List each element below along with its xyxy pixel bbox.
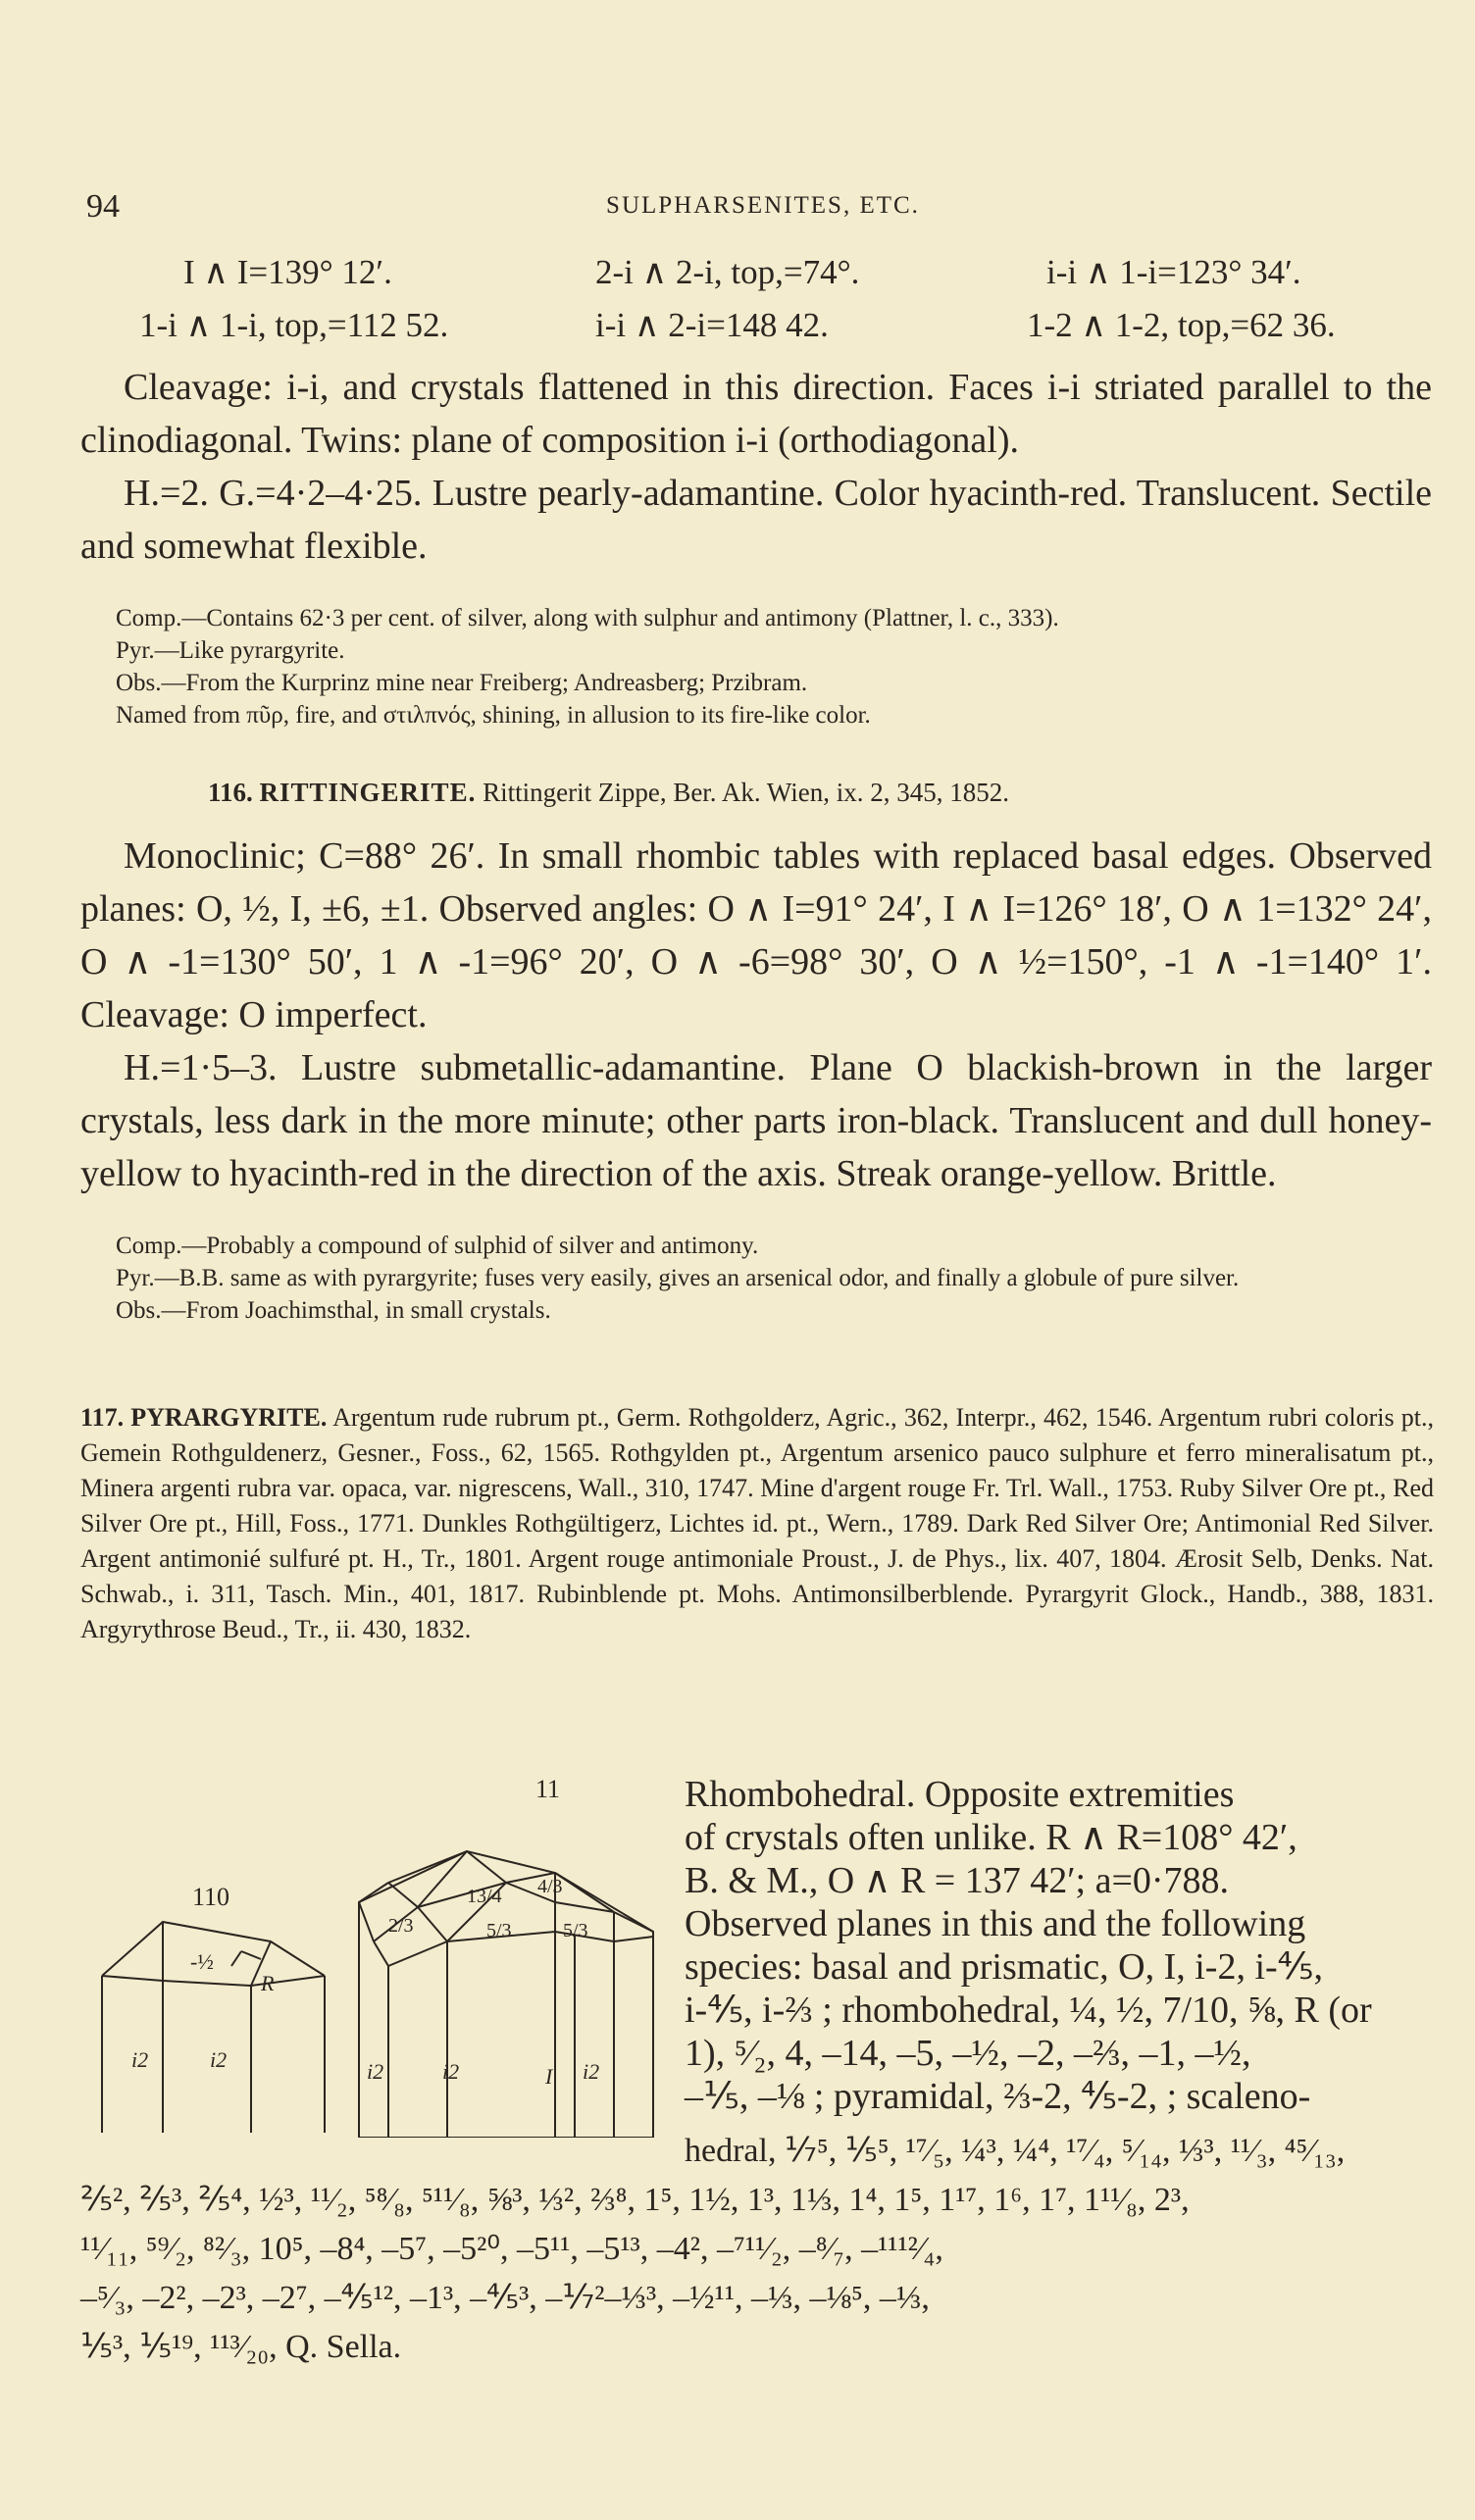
angle-row-2: [80, 306, 1434, 349]
paragraph: H.=2. G.=4·2–4·25. Lustre pearly-adamantine. Color hyacinth-red. Translucent. Sectile and somewhat flexible.: [80, 473, 1432, 567]
crystal-figure-111: [359, 1851, 653, 2138]
description-line: Observed planes in this and the following: [685, 1903, 1306, 1944]
face-label: I: [545, 2064, 553, 2089]
description-line: B. & M., O ∧ R = 137 42′; a=0·788.: [685, 1860, 1230, 1901]
pyr-note: Pyr.—B.B. same as with pyrargyrite; fuses very easily, gives an arsenical odor, and finally a globule of pure silver.: [116, 1265, 1240, 1291]
paragraph: Monoclinic; C=88° 26′. In small rhombic tables with replaced basal edges. Observed planes: O, ½, I, ±6, ±1. Observed angles: O ∧ I=91° 24′, I ∧ I=126° 18′, O ∧ 1=132° 24′, O ∧ -1=130° 50′, 1 ∧ -1=96° 20′, O ∧ -6=98° 30′, O ∧ ½=150°, -1 ∧ -1=140° 1′. Cleavage: O imperfect.: [80, 835, 1432, 1035]
mineral-name: RITTINGERITE.: [259, 778, 477, 807]
crystal-figures: [94, 1814, 663, 2138]
page-number: 94: [86, 188, 120, 225]
page-header: [86, 188, 1440, 227]
angle-value: I ∧ I=139° 12′.: [183, 253, 392, 291]
crystal-description: [685, 1773, 1434, 2118]
angle-value: 1-i ∧ 1-i, top,=112 52.: [139, 306, 449, 344]
section-number: 116.: [208, 778, 253, 807]
description-line: Rhombohedral. Opposite extremities: [685, 1774, 1235, 1815]
face-label: i2: [367, 2059, 384, 2084]
face-label: i2: [210, 2047, 228, 2072]
running-head: SULPHARSENITES, ETC.: [606, 192, 920, 219]
angle-value: 2-i ∧ 2-i, top,=74°.: [595, 253, 860, 291]
face-label: 13/4: [467, 1886, 502, 1907]
angle-value: i-i ∧ 2-i=148 42.: [595, 306, 829, 344]
scalenohedral-line: hedral, ⅐⁵, ⅕⁵, ¹⁷⁄₅, ¼³, ¼⁴, ¹⁷⁄₄, ⁵⁄₁₄, ⅓³, ¹¹⁄₃, ⁴⁵⁄₁₃,: [685, 2133, 1346, 2169]
synonymy-block: [80, 1400, 1434, 1647]
face-label: 5/3: [486, 1920, 512, 1941]
notes-block: [80, 1230, 1434, 1327]
face-label: -½: [190, 1949, 214, 1974]
description-line: of crystals often unlike. R ∧ R=108° 42′,: [685, 1817, 1297, 1858]
figure-number-111: 11: [535, 1775, 561, 1803]
section-number: 117.: [80, 1403, 125, 1432]
angle-value: 1-2 ∧ 1-2, top,=62 36.: [1027, 306, 1336, 344]
obs-note: Obs.—From the Kurprinz mine near Freiberg; Andreasberg; Przibram.: [116, 670, 808, 696]
angle-row-1: [80, 253, 1434, 296]
description-line: –⅕, –⅛ ; pyramidal, ⅔-2, ⅘-2, ; scaleno-: [685, 2076, 1311, 2117]
section-heading-116: [80, 775, 1434, 810]
angle-value: i-i ∧ 1-i=123° 34′.: [1046, 253, 1301, 291]
scalenohedral-line: ¹¹⁄₁₁, ⁵⁹⁄₂, ⁸²⁄₃, 10⁵, –8⁴, –5⁷, –5²⁰, –5¹¹, –5¹³, –4², –⁷¹¹⁄₂, –⁸⁄₇, –¹¹¹²⁄₄,: [80, 2231, 943, 2267]
paragraph: H.=1·5–3. Lustre submetallic-adamantine. Plane O blackish-brown in the larger crystals, less dark in the more minute; other parts iron-black. Translucent and dull honey-yellow to hyacinth-red in the direction of the axis. Streak orange-yellow. Brittle.: [80, 1047, 1432, 1194]
notes-block: [80, 602, 1434, 731]
comp-note: Comp.—Probably a compound of sulphid of silver and antimony.: [116, 1233, 759, 1259]
description-line: 1), ⁵⁄₂, 4, –14, –5, –½, –2, –⅔, –1, –½,: [685, 2033, 1251, 2074]
figure-number-110: 110: [192, 1883, 230, 1911]
face-label: 2/3: [388, 1915, 414, 1937]
scalenohedral-line: ⅕³, ⅕¹⁹, ¹¹³⁄₂₀, Q. Sella.: [80, 2329, 402, 2365]
face-label: i2: [131, 2047, 149, 2072]
face-label: i2: [442, 2059, 460, 2084]
face-label: R: [261, 1971, 275, 1995]
pyr-note: Pyr.—Like pyrargyrite.: [116, 637, 345, 664]
face-label: 4/3: [537, 1876, 563, 1897]
paragraph: Cleavage: i-i, and crystals flattened in this direction. Faces i-i striated parallel to the clinodiagonal. Twins: plane of composition i-i (orthodiagonal).: [80, 367, 1432, 461]
description-block: [80, 361, 1432, 573]
etymology-note: Named from πῦρ, fire, and στιλπνός, shining, in allusion to its fire-like color.: [116, 702, 871, 729]
description-line: species: basal and prismatic, O, I, i-2, i-⅘,: [685, 1946, 1323, 1988]
comp-note: Comp.—Contains 62·3 per cent. of silver, along with sulphur and antimony (Plattner, l. c., 333).: [116, 605, 1059, 631]
obs-note: Obs.—From Joachimsthal, in small crystals.: [116, 1297, 551, 1324]
description-block: [80, 830, 1432, 1200]
scalenohedral-line: ⅖², ⅖³, ⅖⁴, ½³, ¹¹⁄₂, ⁵⁸⁄₈, ⁵¹¹⁄₈, ⅝³, ⅓², ⅔⁸, 1⁵, 1½, 1³, 1⅓, 1⁴, 1⁵, 1¹⁷, 1⁶, 1⁷, 1¹¹⁄₈, 2³,: [80, 2182, 1190, 2218]
mineral-name: PYRARGYRITE.: [130, 1403, 328, 1432]
face-label: 5/3: [563, 1920, 588, 1941]
scalenohedral-line: –⁵⁄₃, –2², –2³, –2⁷, –⅘¹², –1³, –⅘³, –⅐²–⅓³, –½¹¹, –⅓, –⅛⁵, –⅓,: [80, 2280, 930, 2316]
description-line: i-⅘, i-⅔ ; rhombohedral, ¼, ½, 7/10, ⅝, R (or: [685, 1990, 1372, 2031]
reference: Rittingerit Zippe, Ber. Ak. Wien, ix. 2, 345, 1852.: [483, 778, 1009, 807]
synonymy-text: Argentum rude rubrum pt., Germ. Rothgolderz, Agric., 362, Interpr., 462, 1546. Argentum rubri coloris pt., Gemein Rothguldenerz, Gesner., Foss., 62, 1565. Rothgylden pt., Argentum arsenico pauco sulphure et ferro mineralisatum pt., Minera argenti rubra var. opaca, var. nigrescens, Wall., 310, 1747. Mine d'argent rouge Fr. Trl. Wall., 1753. Ruby Silver Ore pt., Red Silver Ore pt., Hill, Foss., 1771. Dunkles Rothgültigerz, Lichtes id. pt., Wern., 1789. Dark Red Silver Ore; Antimonial Red Silver. Argent antimonié sulfuré pt. H., Tr., 1801. Argent rouge antimoniale Proust., J. de Phys., lix. 407, 1804. Ærosit Selb, Denks. Nat. Schwab., i. 311, Tasch. Min., 401, 1817. Rubinblende pt. Mohs. Antimonsilberblende. Pyrargyrit Glock., Handb., 388, 1831. Argyrythrose Beud., Tr., ii. 430, 1832.: [80, 1403, 1434, 1643]
face-label: i2: [583, 2059, 600, 2084]
